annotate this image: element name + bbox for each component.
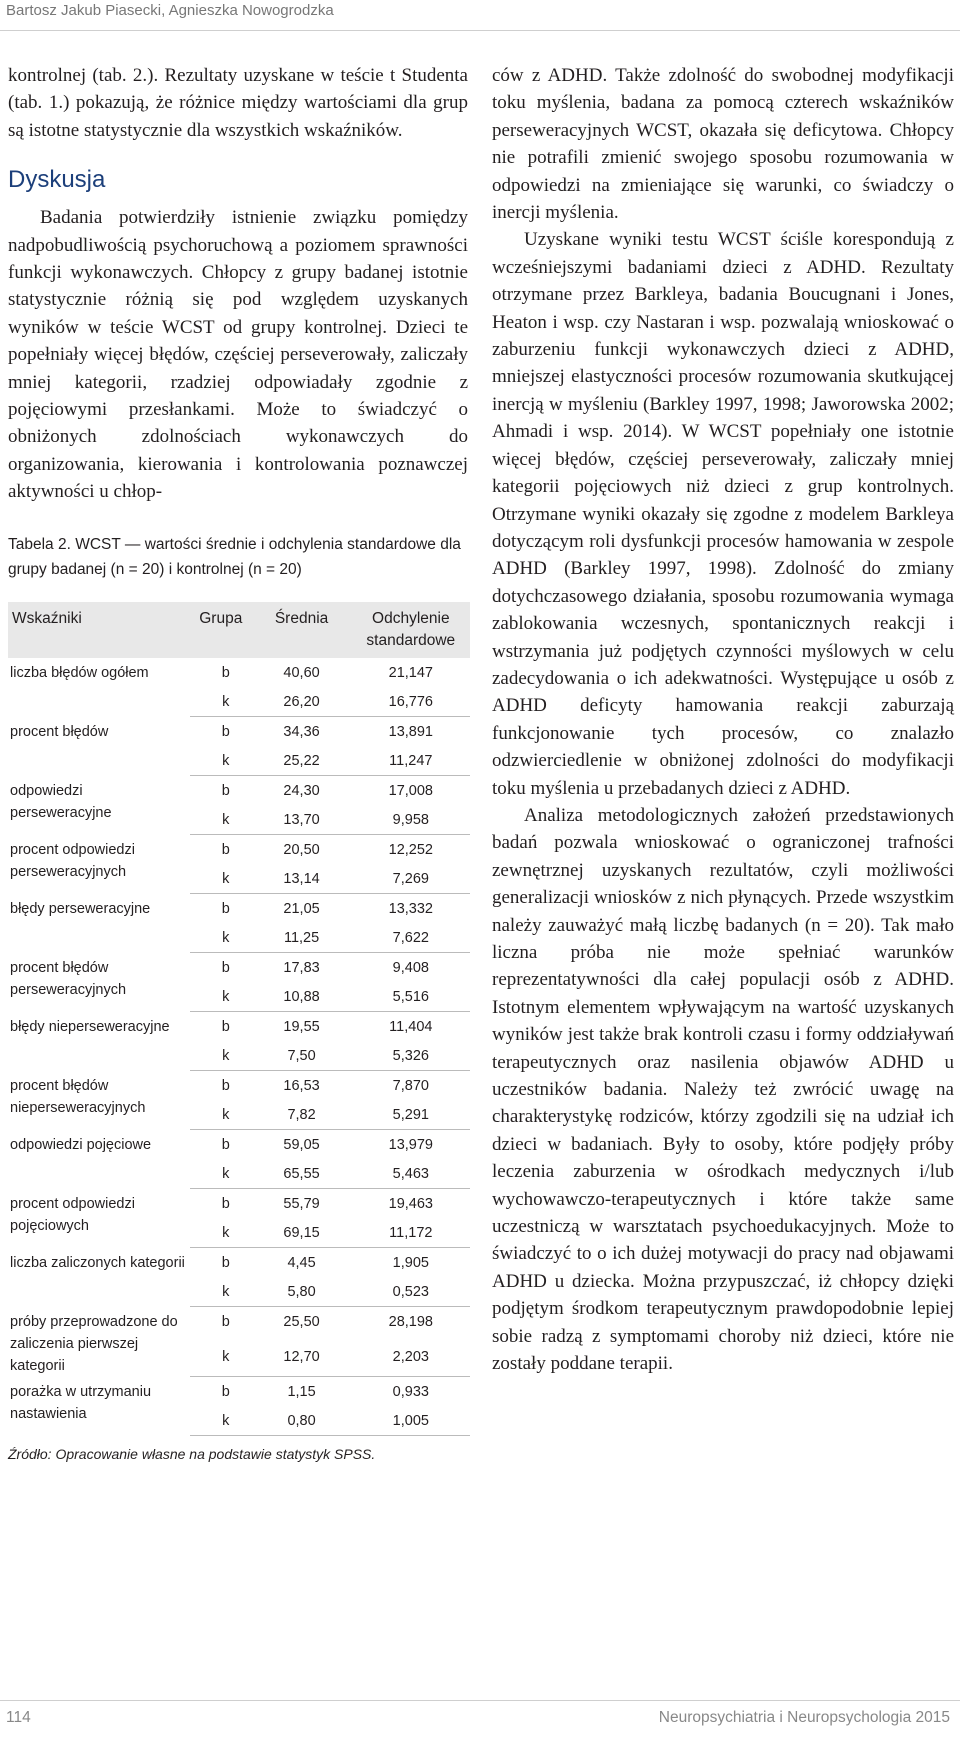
row-indicator: liczba błędów ogółem [10,664,149,681]
table-row [8,894,470,924]
left-column [8,62,468,1462]
page-footer [0,1700,960,1738]
row-indicator: procent błędów perseweracyjnych [10,959,127,998]
header-sd: Odchylenie standardowe [352,602,470,658]
row-mean: 13,14 [252,864,352,894]
row-indicator: procent błędów [10,723,109,740]
row-indicator: porażka w utrzymaniu nastawienia [10,1383,152,1422]
row-group: k [190,1041,251,1071]
table-row [8,835,470,865]
row-sd: 1,005 [352,1406,470,1436]
row-group: b [221,1196,230,1213]
row-sd: 13,979 [388,1137,433,1154]
row-sd: 19,463 [388,1196,433,1213]
section-title: Dyskusja [8,166,106,194]
row-mean: 55,79 [283,1196,320,1213]
row-group: b [221,1078,230,1095]
row-sd: 0,933 [392,1384,429,1401]
row-group: k [190,923,251,953]
row-sd: 13,891 [388,724,433,741]
row-mean: 65,55 [252,1159,352,1189]
table-row [8,776,470,806]
row-indicator: błędy nieperseweracyjne [10,1018,170,1035]
row-group: b [221,1314,230,1331]
table-row [8,1071,470,1101]
table-source-note: Źródło: Opracowanie własne na podstawie statystyk SPSS. [8,1446,376,1463]
table-row [8,658,470,688]
row-mean: 26,20 [252,687,352,717]
row-sd: 21,147 [388,664,433,681]
row-mean: 13,70 [252,805,352,835]
row-sd: 5,516 [352,982,470,1012]
row-indicator: błędy perseweracyjne [10,900,151,917]
table-row [8,1307,470,1342]
row-group: k [190,1342,251,1377]
header-mean: Średnia [252,602,352,658]
row-mean: 24,30 [283,783,320,800]
row-sd: 2,203 [352,1342,470,1377]
row-mean: 21,05 [283,901,320,918]
row-group: k [190,1159,251,1189]
running-head-authors: Bartosz Jakub Piasecki, Agnieszka Nowogrodzka [6,2,334,19]
row-group: k [190,1100,251,1130]
row-mean: 1,15 [287,1384,316,1401]
row-mean: 0,80 [252,1406,352,1436]
row-indicator: procent odpowiedzi perseweracyjnych [10,841,135,880]
right-paragraph-3: Analiza metodologicznych założeń przedstawionych badań pozwala wnioskować o ograniczonej trafności zewnętrznej uzyskanych rezultatów, czyli możliwości generalizacji wniosków z nich płynących. Przede wszystkim należy zauważyć małą liczbę badanych (n = 20). Tak mało liczna próba nie może spełniać warunków reprezentatywności dla całej populacji osób z ADHD. Istotnym elementem wpływającym na wartość uzyskanych wyników jest także brak kontroli czasu i formy oddziaływań terapeutycznych oraz nasilenia objawów ADHD u uczestników badania. Należy też zwrócić uwagę na charakterystykę rodziców, którzy zgodzili się na udział ich dzieci w badaniach. Były to osoby, które podjęły próby leczenia zaburzenia w ośrodkach medycznych i/lub wychowawczo-terapeutycznych i które także same uczestniczą w warsztatach psychoedukacyjnych. Może to świadczyć to o ich dużej motywacji do pracy nad objawami ADHD u dziecka. Można przypuszczać, iż chłopcy dzięki podjętym środkom terapeutycznym prawdopodobnie lepiej sobie radzą z symptomami choroby niż dzieci, które nie zostały poddane terapii. [492,804,954,1375]
header-group: Grupa [190,602,251,658]
row-group: k [190,1406,251,1436]
row-sd: 9,958 [352,805,470,835]
row-group: k [190,1277,251,1307]
row-sd: 7,269 [352,864,470,894]
journal-name: Neuropsychiatria i Neuropsychologia 2015 [658,1709,950,1726]
row-indicator: liczba zaliczonych kategorii [10,1254,185,1271]
row-group: b [221,901,230,918]
row-group: b [221,842,230,859]
row-sd: 5,463 [352,1159,470,1189]
table-row [8,1130,470,1160]
row-mean: 19,55 [283,1019,320,1036]
row-mean: 40,60 [283,664,320,681]
row-group: b [221,1019,230,1036]
row-group: k [190,1218,251,1248]
row-sd: 13,332 [388,901,433,918]
row-sd: 1,905 [392,1255,429,1272]
row-mean: 4,45 [287,1255,316,1272]
row-sd: 11,172 [352,1218,470,1248]
row-sd: 11,404 [389,1019,433,1036]
row-mean: 59,05 [283,1137,320,1154]
row-mean: 7,82 [252,1100,352,1130]
table-row [8,1248,470,1278]
row-mean: 10,88 [252,982,352,1012]
page-number: 114 [6,1709,31,1726]
intro-paragraph: kontrolnej (tab. 2.). Rezultaty uzyskane w teście t Studenta (tab. 1.) pokazują, że różnice między wartościami dla grup są istotne statystycznie dla wszystkich wskaźników. [8,65,468,141]
right-paragraph-2: Uzyskane wyniki testu WCST ściśle korespondują z wcześniejszymi badaniami dzieci z ADHD. Rezultaty otrzymane przez Barkleya, badania Boucugnani i Jones, Heaton i wsp. czy Nastaran i wsp. pozwalają wnioskować o zaburzeniu funkcji wykonawczych dzieci z ADHD, mniejszej elastyczności procesów rozumowania skutkującej inercją w myśleniu (Barkley 1997, 1998; Jaworowska 2002; Ahmadi i wsp. 2014). W WCST popełniały one istotnie więcej błędów, częściej perseverowały, zaliczały mniej kategorii pojęciowych niż dzieci z grup kontrolnych. Otrzymane wyniki okazały się zgodne z modelem Barkleya dotyczącym roli dysfunkcji procesów hamowania w zespole ADHD (Barkley 1997, 1998). Zdolność do zmiany dotychczasowego działania, sposobu rozumowania wymaga zablokowania wczesnych, spontanicznych reakcji i wstrzymania już podjętych czynności myślowych w celu zadecydowania o ich adekwatności. Występujące u osób z ADHD deficyty hamowania reakcji zaburzają funkcjonowanie tych procesów, co znalazło odzwierciedlenie w obniżonej zdolności do modyfikacji toku myślenia u przebadanych dzieci z ADHD. [492,229,954,799]
row-sd: 9,408 [392,960,429,977]
table-caption [8,532,468,582]
row-group: b [221,1137,230,1154]
row-indicator: odpowiedzi pojęciowe [10,1136,152,1153]
table-row [8,1012,470,1042]
table-header-row [8,602,470,658]
row-sd: 12,252 [388,842,433,859]
row-group: b [221,1384,230,1401]
table-row [8,1189,470,1219]
discussion-paragraph: Badania potwierdziły istnienie związku pomiędzy nadpobudliwością psychoruchową a poziomem sprawności funkcji wykonawczych. Chłopcy z grupy badanej istotnie statystycznie różnią się pod względem uzyskanych wyników w teście WCST od grupy kontrolnej. Dzieci te popełniały więcej błędów, częściej perseverowały, zaliczały mniej kategorii, rzadziej odpowiadały zgodnie z pojęciowymi przesłankami. Może to świadczyć o obniżonych zdolnościach wykonawczych do organizowania, kierowania i kontrolowania poznawczej aktywności u chłop- [8,207,468,503]
row-group: b [221,783,230,800]
table-caption-text: WCST — wartości średnie i odchylenia standardowe dla grupy badanej (n = 20) i kontrolnej (n = 20) [8,535,461,578]
row-mean: 7,50 [252,1041,352,1071]
row-mean: 16,53 [283,1078,320,1095]
row-mean: 11,25 [252,923,352,953]
table-row [8,953,470,983]
row-sd: 0,523 [352,1277,470,1307]
row-group: b [221,724,230,741]
row-mean: 5,80 [252,1277,352,1307]
table-row [8,1377,470,1407]
wcst-table [8,602,470,1437]
row-sd: 7,622 [352,923,470,953]
row-group: b [221,1255,230,1272]
header-indicator: Wskaźniki [8,602,190,658]
row-mean: 17,83 [283,960,320,977]
row-group: k [190,687,251,717]
row-sd: 11,247 [352,746,470,776]
row-mean: 12,70 [252,1342,352,1377]
row-sd: 5,291 [352,1100,470,1130]
row-group: k [190,982,251,1012]
row-group: k [190,805,251,835]
row-mean: 69,15 [252,1218,352,1248]
row-indicator: procent odpowiedzi pojęciowych [10,1195,135,1234]
row-group: b [221,664,230,681]
table-body [8,658,470,1436]
row-group: k [190,746,251,776]
row-indicator: odpowiedzi perseweracyjne [10,782,112,821]
page-header [0,0,960,31]
row-group: k [190,864,251,894]
row-sd: 16,776 [352,687,470,717]
row-indicator: próby przeprowadzone do zaliczenia pierwszej kategorii [10,1313,178,1374]
table-caption-label: Tabela 2. [8,535,71,553]
right-column [492,62,954,1378]
row-sd: 17,008 [388,783,433,800]
right-paragraph-1: ców z ADHD. Także zdolność do swobodnej modyfikacji toku myślenia, badana za pomocą czterech wskaźników perseweracyjnych WCST, okazała się deficytowa. Chłopcy nie potrafili zmienić swojego sposobu rozumowania w odpowiedzi na zmieniające się warunki, co świadczy o inercji myślenia. [492,65,954,224]
row-sd: 28,198 [388,1314,433,1331]
row-mean: 25,22 [252,746,352,776]
row-group: b [221,960,230,977]
row-mean: 34,36 [283,724,320,741]
row-indicator: procent błędów nieperseweracyjnych [10,1077,146,1116]
row-sd: 5,326 [352,1041,470,1071]
row-mean: 25,50 [283,1314,320,1331]
row-mean: 20,50 [283,842,320,859]
table-row [8,717,470,747]
row-sd: 7,870 [392,1078,429,1095]
